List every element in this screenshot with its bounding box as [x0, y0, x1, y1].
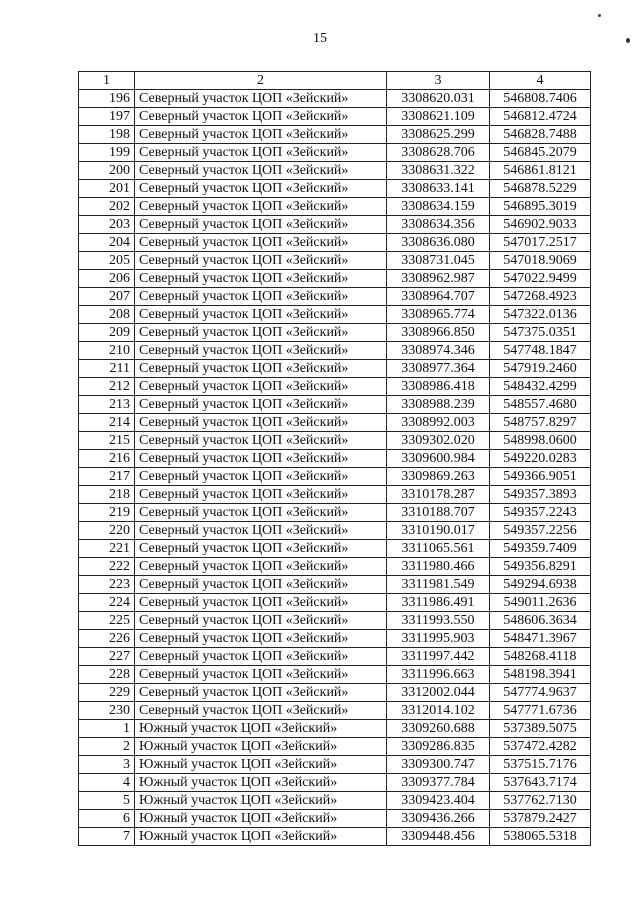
- cell-x-coordinate: 3308977.364: [387, 360, 490, 378]
- cell-point-number: 4: [79, 774, 135, 792]
- table-row: [79, 792, 591, 810]
- cell-y-coordinate: 537643.7174: [490, 774, 591, 792]
- cell-y-coordinate: 548606.3634: [490, 612, 591, 630]
- cell-area-name: Северный участок ЦОП «Зейский»: [135, 450, 387, 468]
- cell-x-coordinate: 3308633.141: [387, 180, 490, 198]
- cell-x-coordinate: 3311980.466: [387, 558, 490, 576]
- cell-point-number: 212: [79, 378, 135, 396]
- cell-y-coordinate: 549366.9051: [490, 468, 591, 486]
- cell-y-coordinate: 546812.4724: [490, 108, 591, 126]
- cell-x-coordinate: 3310178.287: [387, 486, 490, 504]
- table-row: [79, 828, 591, 846]
- cell-point-number: 213: [79, 396, 135, 414]
- table-row: [79, 216, 591, 234]
- cell-area-name: Северный участок ЦОП «Зейский»: [135, 468, 387, 486]
- cell-area-name: Северный участок ЦОП «Зейский»: [135, 180, 387, 198]
- table-row: [79, 270, 591, 288]
- cell-x-coordinate: 3308992.003: [387, 414, 490, 432]
- cell-point-number: 228: [79, 666, 135, 684]
- cell-point-number: 218: [79, 486, 135, 504]
- cell-point-number: 201: [79, 180, 135, 198]
- table-row: [79, 396, 591, 414]
- cell-x-coordinate: 3311995.903: [387, 630, 490, 648]
- cell-area-name: Южный участок ЦОП «Зейский»: [135, 774, 387, 792]
- cell-area-name: Южный участок ЦОП «Зейский»: [135, 756, 387, 774]
- cell-y-coordinate: 547774.9637: [490, 684, 591, 702]
- cell-x-coordinate: 3309260.688: [387, 720, 490, 738]
- cell-area-name: Северный участок ЦОП «Зейский»: [135, 324, 387, 342]
- cell-area-name: Северный участок ЦОП «Зейский»: [135, 342, 387, 360]
- cell-x-coordinate: 3310190.017: [387, 522, 490, 540]
- cell-area-name: Северный участок ЦОП «Зейский»: [135, 162, 387, 180]
- cell-x-coordinate: 3308966.850: [387, 324, 490, 342]
- table-row: [79, 144, 591, 162]
- cell-point-number: 229: [79, 684, 135, 702]
- cell-y-coordinate: 546895.3019: [490, 198, 591, 216]
- cell-point-number: 219: [79, 504, 135, 522]
- cell-area-name: Южный участок ЦОП «Зейский»: [135, 828, 387, 846]
- cell-point-number: 1: [79, 720, 135, 738]
- cell-point-number: 206: [79, 270, 135, 288]
- table-row: [79, 774, 591, 792]
- cell-area-name: Северный участок ЦОП «Зейский»: [135, 486, 387, 504]
- cell-point-number: 224: [79, 594, 135, 612]
- cell-y-coordinate: 548198.3941: [490, 666, 591, 684]
- table-row: [79, 648, 591, 666]
- cell-area-name: Северный участок ЦОП «Зейский»: [135, 252, 387, 270]
- cell-x-coordinate: 3308620.031: [387, 90, 490, 108]
- cell-point-number: 222: [79, 558, 135, 576]
- cell-area-name: Северный участок ЦОП «Зейский»: [135, 378, 387, 396]
- cell-x-coordinate: 3308965.774: [387, 306, 490, 324]
- cell-area-name: Северный участок ЦОП «Зейский»: [135, 558, 387, 576]
- cell-area-name: Северный участок ЦОП «Зейский»: [135, 684, 387, 702]
- cell-area-name: Северный участок ЦОП «Зейский»: [135, 414, 387, 432]
- scan-speck: [598, 14, 601, 17]
- cell-area-name: Северный участок ЦОП «Зейский»: [135, 144, 387, 162]
- table-row: [79, 414, 591, 432]
- cell-x-coordinate: 3308986.418: [387, 378, 490, 396]
- cell-point-number: 227: [79, 648, 135, 666]
- cell-area-name: Северный участок ЦОП «Зейский»: [135, 648, 387, 666]
- cell-x-coordinate: 3312002.044: [387, 684, 490, 702]
- cell-area-name: Северный участок ЦОП «Зейский»: [135, 630, 387, 648]
- cell-x-coordinate: 3308625.299: [387, 126, 490, 144]
- cell-y-coordinate: 546845.2079: [490, 144, 591, 162]
- cell-area-name: Северный участок ЦОП «Зейский»: [135, 504, 387, 522]
- cell-x-coordinate: 3310188.707: [387, 504, 490, 522]
- cell-point-number: 225: [79, 612, 135, 630]
- cell-y-coordinate: 547771.6736: [490, 702, 591, 720]
- table-row: [79, 594, 591, 612]
- cell-area-name: Южный участок ЦОП «Зейский»: [135, 792, 387, 810]
- cell-x-coordinate: 3308636.080: [387, 234, 490, 252]
- table-row: [79, 306, 591, 324]
- cell-x-coordinate: 3308974.346: [387, 342, 490, 360]
- cell-x-coordinate: 3311986.491: [387, 594, 490, 612]
- table-row: [79, 486, 591, 504]
- cell-point-number: 217: [79, 468, 135, 486]
- cell-area-name: Северный участок ЦОП «Зейский»: [135, 576, 387, 594]
- cell-point-number: 208: [79, 306, 135, 324]
- cell-y-coordinate: 547018.9069: [490, 252, 591, 270]
- cell-point-number: 2: [79, 738, 135, 756]
- table-row: [79, 504, 591, 522]
- cell-y-coordinate: 549359.7409: [490, 540, 591, 558]
- cell-point-number: 198: [79, 126, 135, 144]
- cell-x-coordinate: 3309377.784: [387, 774, 490, 792]
- cell-x-coordinate: 3309448.456: [387, 828, 490, 846]
- cell-y-coordinate: 537389.5075: [490, 720, 591, 738]
- cell-y-coordinate: 547022.9499: [490, 270, 591, 288]
- cell-y-coordinate: 547017.2517: [490, 234, 591, 252]
- coordinates-table: [78, 71, 591, 846]
- table-row: [79, 540, 591, 558]
- cell-area-name: Северный участок ЦОП «Зейский»: [135, 360, 387, 378]
- cell-point-number: 202: [79, 198, 135, 216]
- cell-point-number: 3: [79, 756, 135, 774]
- table-row: [79, 468, 591, 486]
- cell-x-coordinate: 3309869.263: [387, 468, 490, 486]
- cell-y-coordinate: 549356.8291: [490, 558, 591, 576]
- cell-y-coordinate: 547919.2460: [490, 360, 591, 378]
- cell-point-number: 216: [79, 450, 135, 468]
- cell-x-coordinate: 3308621.109: [387, 108, 490, 126]
- table-row: [79, 666, 591, 684]
- cell-area-name: Северный участок ЦОП «Зейский»: [135, 666, 387, 684]
- cell-y-coordinate: 537879.2427: [490, 810, 591, 828]
- table-row: [79, 576, 591, 594]
- cell-point-number: 207: [79, 288, 135, 306]
- cell-point-number: 214: [79, 414, 135, 432]
- cell-x-coordinate: 3308634.159: [387, 198, 490, 216]
- cell-y-coordinate: 537472.4282: [490, 738, 591, 756]
- cell-point-number: 205: [79, 252, 135, 270]
- cell-area-name: Южный участок ЦОП «Зейский»: [135, 720, 387, 738]
- cell-point-number: 199: [79, 144, 135, 162]
- header-cell-y-coordinate: 4: [490, 72, 591, 90]
- cell-point-number: 211: [79, 360, 135, 378]
- cell-y-coordinate: 537762.7130: [490, 792, 591, 810]
- table-row: [79, 702, 591, 720]
- cell-y-coordinate: 549011.2636: [490, 594, 591, 612]
- cell-x-coordinate: 3309302.020: [387, 432, 490, 450]
- cell-y-coordinate: 548757.8297: [490, 414, 591, 432]
- cell-y-coordinate: 537515.7176: [490, 756, 591, 774]
- cell-area-name: Северный участок ЦОП «Зейский»: [135, 612, 387, 630]
- cell-point-number: 196: [79, 90, 135, 108]
- cell-area-name: Северный участок ЦОП «Зейский»: [135, 432, 387, 450]
- cell-x-coordinate: 3308964.707: [387, 288, 490, 306]
- table-row: [79, 108, 591, 126]
- table-row: [79, 234, 591, 252]
- table-row: [79, 126, 591, 144]
- cell-y-coordinate: 547748.1847: [490, 342, 591, 360]
- table-row: [79, 324, 591, 342]
- cell-point-number: 203: [79, 216, 135, 234]
- cell-area-name: Северный участок ЦОП «Зейский»: [135, 288, 387, 306]
- cell-x-coordinate: 3308988.239: [387, 396, 490, 414]
- table-row: [79, 360, 591, 378]
- cell-area-name: Северный участок ЦОП «Зейский»: [135, 126, 387, 144]
- cell-point-number: 6: [79, 810, 135, 828]
- cell-x-coordinate: 3308731.045: [387, 252, 490, 270]
- table-row: [79, 738, 591, 756]
- cell-area-name: Северный участок ЦОП «Зейский»: [135, 702, 387, 720]
- cell-area-name: Северный участок ЦОП «Зейский»: [135, 396, 387, 414]
- cell-area-name: Южный участок ЦОП «Зейский»: [135, 810, 387, 828]
- cell-y-coordinate: 549357.2256: [490, 522, 591, 540]
- table-row: [79, 342, 591, 360]
- cell-x-coordinate: 3309300.747: [387, 756, 490, 774]
- cell-area-name: Северный участок ЦОП «Зейский»: [135, 90, 387, 108]
- header-cell-area-name: 2: [135, 72, 387, 90]
- header-cell-point-number: 1: [79, 72, 135, 90]
- cell-x-coordinate: 3312014.102: [387, 702, 490, 720]
- cell-point-number: 5: [79, 792, 135, 810]
- cell-y-coordinate: 548998.0600: [490, 432, 591, 450]
- cell-y-coordinate: 547375.0351: [490, 324, 591, 342]
- cell-point-number: 197: [79, 108, 135, 126]
- cell-x-coordinate: 3311996.663: [387, 666, 490, 684]
- cell-x-coordinate: 3309286.835: [387, 738, 490, 756]
- cell-x-coordinate: 3308631.322: [387, 162, 490, 180]
- cell-area-name: Северный участок ЦОП «Зейский»: [135, 540, 387, 558]
- table-row: [79, 252, 591, 270]
- cell-point-number: 209: [79, 324, 135, 342]
- table-row: [79, 450, 591, 468]
- table-row: [79, 288, 591, 306]
- table-row: [79, 198, 591, 216]
- header-row: [79, 72, 591, 90]
- cell-y-coordinate: 546902.9033: [490, 216, 591, 234]
- cell-x-coordinate: 3309436.266: [387, 810, 490, 828]
- cell-area-name: Северный участок ЦОП «Зейский»: [135, 234, 387, 252]
- table-row: [79, 684, 591, 702]
- table-body: [79, 90, 591, 846]
- cell-point-number: 223: [79, 576, 135, 594]
- cell-y-coordinate: 548268.4118: [490, 648, 591, 666]
- table-row: [79, 162, 591, 180]
- cell-point-number: 210: [79, 342, 135, 360]
- table-row: [79, 432, 591, 450]
- table-row: [79, 180, 591, 198]
- cell-x-coordinate: 3311065.561: [387, 540, 490, 558]
- cell-point-number: 226: [79, 630, 135, 648]
- cell-area-name: Северный участок ЦОП «Зейский»: [135, 306, 387, 324]
- cell-y-coordinate: 548471.3967: [490, 630, 591, 648]
- cell-y-coordinate: 549220.0283: [490, 450, 591, 468]
- cell-point-number: 230: [79, 702, 135, 720]
- cell-y-coordinate: 546861.8121: [490, 162, 591, 180]
- cell-point-number: 7: [79, 828, 135, 846]
- table-row: [79, 90, 591, 108]
- cell-y-coordinate: 547322.0136: [490, 306, 591, 324]
- cell-x-coordinate: 3311981.549: [387, 576, 490, 594]
- cell-point-number: 221: [79, 540, 135, 558]
- cell-x-coordinate: 3309423.404: [387, 792, 490, 810]
- cell-area-name: Северный участок ЦОП «Зейский»: [135, 270, 387, 288]
- page-number: 15: [313, 31, 327, 46]
- cell-area-name: Северный участок ЦОП «Зейский»: [135, 216, 387, 234]
- cell-area-name: Северный участок ЦОП «Зейский»: [135, 522, 387, 540]
- cell-x-coordinate: 3311997.442: [387, 648, 490, 666]
- cell-x-coordinate: 3311993.550: [387, 612, 490, 630]
- cell-point-number: 200: [79, 162, 135, 180]
- cell-area-name: Северный участок ЦОП «Зейский»: [135, 108, 387, 126]
- cell-point-number: 204: [79, 234, 135, 252]
- table-row: [79, 378, 591, 396]
- cell-x-coordinate: 3308634.356: [387, 216, 490, 234]
- cell-x-coordinate: 3308962.987: [387, 270, 490, 288]
- cell-x-coordinate: 3309600.984: [387, 450, 490, 468]
- cell-y-coordinate: 548557.4680: [490, 396, 591, 414]
- table-row: [79, 522, 591, 540]
- table-row: [79, 810, 591, 828]
- cell-y-coordinate: 547268.4923: [490, 288, 591, 306]
- header-cell-x-coordinate: 3: [387, 72, 490, 90]
- cell-y-coordinate: 546808.7406: [490, 90, 591, 108]
- table-row: [79, 630, 591, 648]
- cell-area-name: Северный участок ЦОП «Зейский»: [135, 594, 387, 612]
- cell-y-coordinate: 548432.4299: [490, 378, 591, 396]
- table-row: [79, 756, 591, 774]
- cell-area-name: Южный участок ЦОП «Зейский»: [135, 738, 387, 756]
- cell-y-coordinate: 538065.5318: [490, 828, 591, 846]
- cell-y-coordinate: 546878.5229: [490, 180, 591, 198]
- cell-point-number: 220: [79, 522, 135, 540]
- cell-area-name: Северный участок ЦОП «Зейский»: [135, 198, 387, 216]
- table-row: [79, 720, 591, 738]
- cell-x-coordinate: 3308628.706: [387, 144, 490, 162]
- cell-point-number: 215: [79, 432, 135, 450]
- table-row: [79, 612, 591, 630]
- cell-y-coordinate: 549294.6938: [490, 576, 591, 594]
- cell-y-coordinate: 549357.2243: [490, 504, 591, 522]
- cell-y-coordinate: 549357.3893: [490, 486, 591, 504]
- cell-y-coordinate: 546828.7488: [490, 126, 591, 144]
- table-row: [79, 558, 591, 576]
